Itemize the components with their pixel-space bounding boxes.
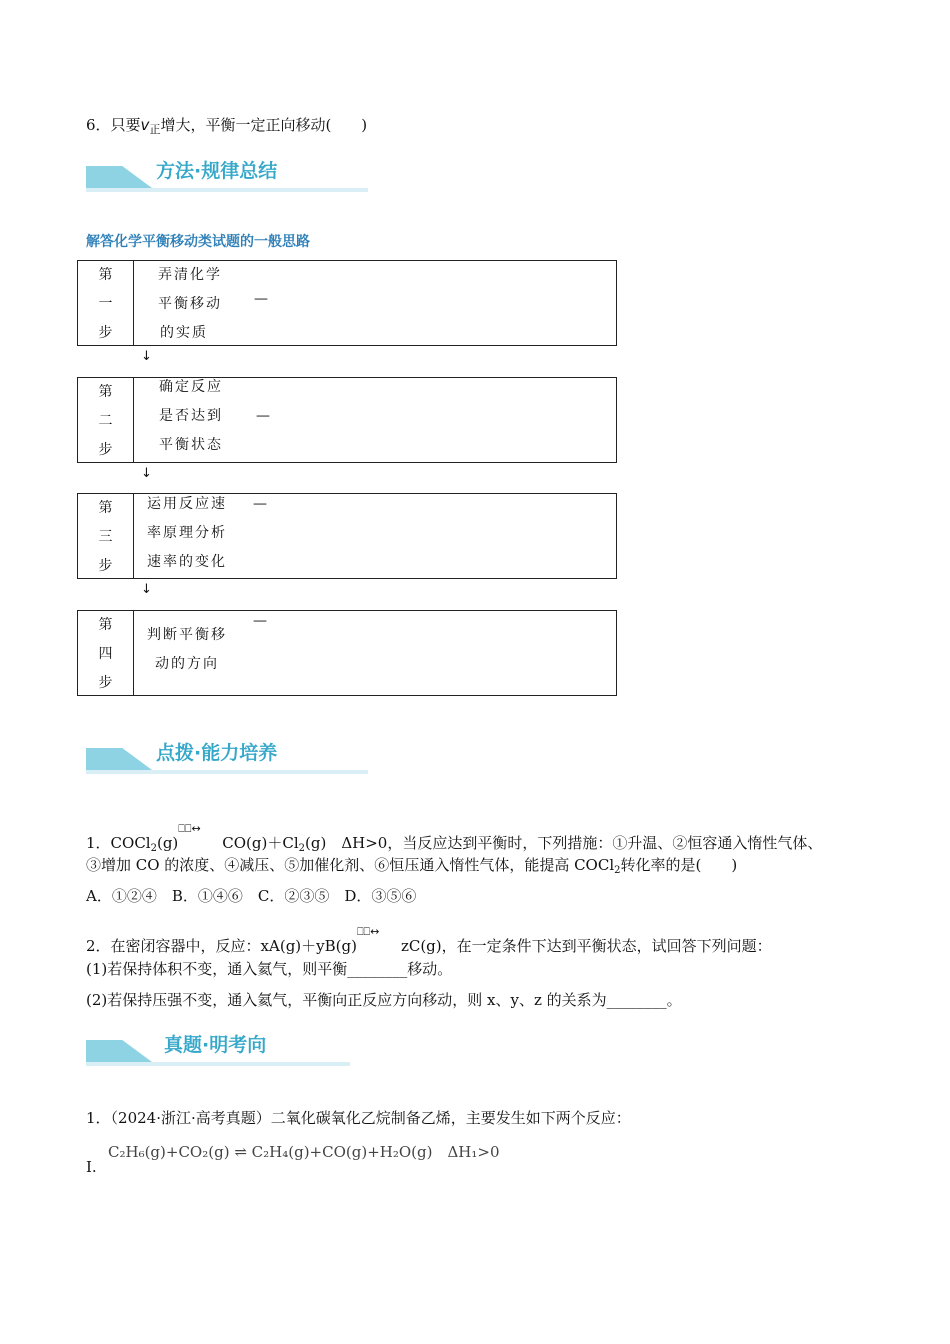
step-label: [78, 494, 134, 578]
step-dash: —: [254, 291, 268, 307]
step-text: [159, 373, 223, 460]
step-line: 率原理分析: [147, 525, 227, 541]
section-title: 真题·明考向: [164, 1034, 267, 1056]
step-label-char: 步: [98, 675, 113, 691]
q6-rest: 增大，平衡一定正向移动( ): [160, 116, 368, 134]
arrow-glyph: ⎕⎕↔: [178, 822, 201, 835]
step-line: 是否达到: [159, 408, 223, 424]
step-dash: —: [253, 613, 267, 629]
q6-v: v: [140, 116, 150, 134]
down-arrow-icon: ↓: [141, 349, 152, 364]
step-box-1: [77, 260, 617, 346]
arrow-glyph: ⎕⎕↔: [356, 925, 380, 938]
section-decoration: [86, 166, 152, 188]
step-box-3: [77, 493, 617, 579]
section-underline: [86, 770, 368, 774]
step-line: 确定反应: [159, 379, 223, 395]
roman-numeral: I.: [86, 1158, 97, 1176]
step-label: [78, 261, 134, 345]
step-label-char: 步: [98, 325, 113, 341]
step-label-char: 步: [98, 558, 113, 574]
problem-2-q1: (1)若保持体积不变，通入氦气，则平衡________移动。: [86, 960, 453, 978]
step-line: 运用反应速: [147, 496, 227, 512]
section-decoration: [86, 748, 152, 770]
section-header-exam: [86, 1034, 368, 1068]
step-label-char: 第: [98, 384, 113, 400]
p1-text: 转化率的是( ): [620, 856, 738, 874]
step-text: [158, 261, 222, 348]
step-box-4: [77, 610, 617, 696]
step-label-char: 步: [98, 442, 113, 458]
down-arrow-icon: ↓: [141, 582, 152, 597]
equilibrium-arrow-icon: [357, 927, 401, 945]
step-label-char: 第: [98, 267, 113, 283]
section-title: 方法·规律总结: [156, 160, 278, 182]
q6-number: 6．只要: [86, 116, 141, 134]
section-decoration: [86, 1040, 152, 1062]
problem-2-line-1: [86, 927, 772, 957]
equilibrium-arrow-icon: [178, 824, 222, 842]
step-line: 平衡状态: [159, 437, 223, 453]
p2-text: zC(g)，在一定条件下达到平衡状态，试回答下列问题：: [400, 937, 772, 955]
step-dash: —: [256, 408, 270, 424]
reaction-equation: C₂H₆(g)+CO₂(g) ⇌ C₂H₄(g)+CO(g)+H₂O(g) ΔH₁>0: [108, 1143, 500, 1161]
section-header-methods: [86, 160, 368, 194]
step-line: 动的方向: [155, 656, 219, 672]
step-label: [78, 611, 134, 695]
step-text: [147, 490, 227, 577]
step-label-char: 二: [98, 413, 113, 429]
section-header-skills: [86, 742, 368, 776]
p1-text: 1．COCl: [86, 834, 151, 852]
step-line: 的实质: [160, 325, 208, 341]
q6-v-sub: 正: [149, 123, 161, 136]
flowchart-title: 解答化学平衡移动类试题的一般思路: [86, 234, 310, 250]
step-label-char: 三: [98, 529, 113, 545]
step-dash: —: [253, 496, 267, 512]
p1-text: (g) ΔH>0，当反应达到平衡时，下列措施：①升温、②恒容通入惰性气体、: [305, 834, 823, 852]
p1-text: ③增加 CO 的浓度、④减压、⑤加催化剂、⑥恒压通入惰性气体，能提高 COCl: [86, 856, 615, 874]
question-6: [86, 114, 367, 141]
problem-1-options: A．①②④ B．①④⑥ C．②③⑤ D．③⑤⑥: [86, 887, 417, 905]
section-underline: [86, 188, 368, 192]
p1-text: CO(g)＋Cl: [222, 834, 299, 852]
problem-1-line-2: [86, 854, 737, 882]
step-label-char: 一: [98, 296, 113, 312]
down-arrow-icon: ↓: [141, 466, 152, 481]
step-label-char: 四: [98, 646, 113, 662]
step-label-char: 第: [98, 617, 113, 633]
p1-text: (g): [156, 834, 179, 852]
step-line: 平衡移动: [158, 296, 222, 312]
step-label-char: 第: [98, 500, 113, 516]
problem-3-line-1: 1．（2024·浙江·高考真题）二氧化碳氧化乙烷制备乙烯，主要发生如下两个反应：: [86, 1109, 631, 1127]
step-label: [78, 378, 134, 462]
step-line: 弄清化学: [158, 267, 222, 283]
step-text: [147, 621, 227, 679]
p1-sub: 2: [298, 843, 306, 854]
step-line: 判断平衡移: [147, 627, 227, 643]
step-line: 速率的变化: [147, 554, 227, 570]
problem-2-q2: (2)若保持压强不变，通入氦气，平衡向正反应方向移动，则 x、y、z 的关系为________。: [86, 991, 682, 1009]
p2-text: 2．在密闭容器中，反应：xA(g)＋yB(g): [86, 937, 357, 955]
section-title: 点拨·能力培养: [156, 742, 278, 764]
section-underline: [86, 1062, 350, 1066]
step-box-2: [77, 377, 617, 463]
p1-sub: 2: [150, 843, 157, 854]
p1-sub: 2: [614, 865, 621, 876]
